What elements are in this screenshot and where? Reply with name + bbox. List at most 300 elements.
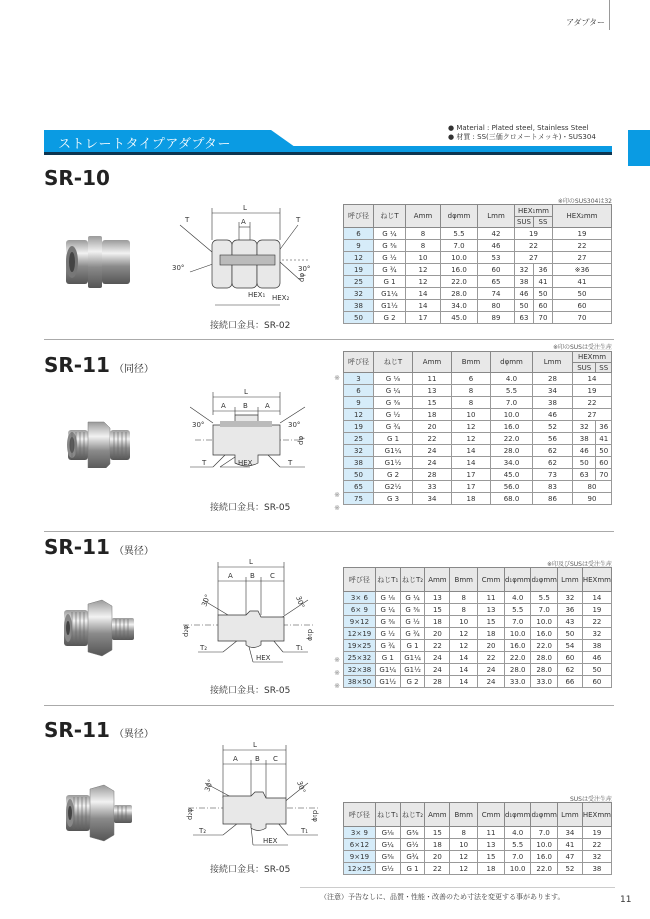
col-subheader: SUS	[573, 363, 596, 373]
col-header: d₁φmm	[504, 803, 531, 827]
table-row	[344, 827, 612, 839]
star-marker: ※	[334, 504, 340, 512]
dim-label-T2: T₂	[199, 827, 207, 835]
table-cell: G ½	[374, 252, 406, 264]
table-cell: G⅛	[375, 827, 400, 839]
col-subheader: SS	[534, 217, 553, 228]
table-cell: G1¼	[374, 445, 413, 457]
dim-label-L: L	[249, 558, 253, 566]
table-row	[344, 652, 612, 664]
table-cell: 4.0	[504, 592, 531, 604]
table-cell: 5.5	[441, 228, 478, 240]
star-marker: ※	[334, 656, 340, 664]
table-cell: 50	[515, 300, 534, 312]
col-header: ねじT	[374, 352, 413, 373]
table-cell: G 1	[374, 433, 413, 445]
col-subheader: SS	[596, 363, 612, 373]
table-cell: 28.0	[531, 652, 558, 664]
col-header: Amm	[425, 568, 450, 592]
table-cell: 12	[450, 628, 478, 640]
table-row	[344, 676, 612, 688]
table-cell: 28.0	[441, 288, 478, 300]
table-cell: 8	[406, 240, 441, 252]
table-cell: 90	[573, 493, 612, 505]
table-cell: 10	[450, 616, 478, 628]
table-cell: 14	[406, 300, 441, 312]
col-header: Bmm	[450, 568, 478, 592]
dim-label-d2: d₂φ	[182, 625, 190, 637]
table-cell: 41	[557, 839, 582, 851]
table-cell: 70	[534, 312, 553, 324]
star-marker	[333, 478, 341, 491]
table-cell: 9	[344, 397, 374, 409]
dim-label-T1: T₁	[296, 644, 304, 652]
dim-label-angle-right: 30°	[288, 421, 301, 429]
table-cell: 60	[478, 264, 515, 276]
table-row	[344, 851, 612, 863]
star-marker	[333, 643, 341, 656]
table-cell: 11	[478, 592, 505, 604]
table-cell: 7.0	[531, 827, 558, 839]
dim-label-angle-left: 30°	[203, 778, 216, 793]
table-cell: 56	[533, 433, 573, 445]
table-cell: 4.0	[504, 827, 531, 839]
star-marker	[333, 591, 341, 604]
banner-underline	[44, 152, 612, 155]
table-cell: 15	[425, 604, 450, 616]
table-cell: 19	[344, 264, 374, 276]
table-cell: 34.0	[491, 457, 533, 469]
table-cell: G ¼	[374, 228, 406, 240]
table-row	[344, 628, 612, 640]
table-cell: 22	[582, 839, 611, 851]
table-cell: 8	[450, 592, 478, 604]
table-cell: 19	[553, 228, 612, 240]
star-marker: ※	[334, 491, 340, 499]
spec-table-sr11-diff-1	[343, 567, 612, 688]
table-cell: 75	[344, 493, 374, 505]
table-cell: 12	[344, 252, 374, 264]
star-markers	[333, 591, 343, 695]
table-cell: 52	[533, 421, 573, 433]
table-cell: 5.5	[504, 839, 531, 851]
table-cell: G ¼	[375, 604, 400, 616]
table-row	[344, 228, 612, 240]
table-cell: 10.0	[504, 863, 531, 875]
table-cell: 63	[573, 469, 596, 481]
table-cell: 19	[582, 604, 611, 616]
table-cell: 18	[478, 863, 505, 875]
table-row	[344, 445, 612, 457]
table-cell: 20	[425, 851, 450, 863]
star-marker	[333, 387, 341, 400]
table-cell: 52	[557, 863, 582, 875]
dim-label-L: L	[253, 741, 257, 749]
section-title-sr11-same	[44, 353, 154, 377]
col-header: 呼び径	[344, 205, 374, 228]
table-cell: G ⅛	[375, 592, 400, 604]
table-cell: 8	[452, 397, 491, 409]
page-title: ストレートタイプアダプター	[58, 137, 232, 152]
table-cell: 32×38	[344, 664, 376, 676]
table-cell: G2½	[374, 481, 413, 493]
table-cell: 24	[413, 445, 452, 457]
star-marker	[333, 465, 341, 478]
section-title-sr10	[44, 166, 110, 190]
dim-label-T-left: T	[185, 216, 190, 224]
table-cell: 32	[582, 628, 611, 640]
table-cell: 20	[478, 640, 505, 652]
dim-label-angle-left: 30°	[200, 593, 213, 608]
table-cell: G1¼	[400, 652, 425, 664]
dim-label-angle-left: 30°	[192, 421, 205, 429]
table-cell: 10.0	[531, 616, 558, 628]
table-cell: 43	[557, 616, 582, 628]
table-cell: 50	[582, 664, 611, 676]
table-cell: 14	[573, 373, 612, 385]
col-header: Lmm	[557, 803, 582, 827]
table-cell: 22	[425, 640, 450, 652]
dim-label-L: L	[243, 204, 247, 212]
table-cell: 12	[406, 276, 441, 288]
table-cell: 28.0	[504, 664, 531, 676]
dim-label-B: B	[250, 572, 255, 580]
dim-label-angle-left: 30°	[172, 264, 185, 272]
table-cell: G ⅜	[374, 397, 413, 409]
table-row	[344, 385, 612, 397]
page-number: 11	[620, 895, 632, 905]
table-cell: G ⅜	[375, 616, 400, 628]
dim-label-hex: HEX	[256, 654, 271, 662]
dim-label-d1: d₁φ	[311, 810, 319, 822]
table-cell: 11	[413, 373, 452, 385]
table-cell: 34	[533, 385, 573, 397]
table-cell: 19	[515, 228, 553, 240]
table-cell: 22	[553, 240, 612, 252]
section-subtitle: （異径）	[113, 729, 154, 740]
table-cell: 13	[478, 604, 505, 616]
table-cell: 9×19	[344, 851, 376, 863]
dim-label-angle-right: 30°	[295, 779, 307, 795]
table-cell: G¾	[400, 851, 425, 863]
star-marker	[333, 426, 341, 439]
table-cell: 42	[478, 228, 515, 240]
table-cell: 6×12	[344, 839, 376, 851]
table-cell: 8	[450, 604, 478, 616]
table-cell: G ¾	[375, 640, 400, 652]
product-photo-sr11-diff-2	[64, 783, 144, 843]
table-cell: 19	[573, 385, 612, 397]
col-header: Bmm	[452, 352, 491, 373]
table-cell: G 3	[374, 493, 413, 505]
dim-label-A: A	[241, 218, 246, 226]
table-cell: 3× 6	[344, 592, 376, 604]
table-cell: 60	[557, 652, 582, 664]
table-cell: 9×12	[344, 616, 376, 628]
dim-label-T-right: T	[288, 459, 293, 467]
table-cell: 60	[553, 300, 612, 312]
dim-label-T-right: T	[296, 216, 301, 224]
dim-label-d2: d₂φ	[186, 808, 194, 820]
dim-label-angle-right: 30°	[298, 265, 310, 273]
table-cell: 83	[533, 481, 573, 493]
table-cell: 24	[478, 664, 505, 676]
col-header: Lmm	[478, 205, 515, 228]
table-cell: 50	[344, 312, 374, 324]
table-cell: G ⅜	[374, 240, 406, 252]
table-cell: 60	[596, 457, 612, 469]
dim-label-hex: HEX	[263, 837, 278, 845]
table-row	[344, 252, 612, 264]
col-header: ねじT₂	[400, 803, 425, 827]
dim-label-B: B	[255, 755, 260, 763]
dim-label-T2: T₂	[200, 644, 208, 652]
table-cell: G ¼	[374, 385, 413, 397]
table-cell: 50	[534, 288, 553, 300]
table-cell: 14	[582, 592, 611, 604]
table-cell: 8	[406, 228, 441, 240]
table-cell: 36	[557, 604, 582, 616]
star-marker	[333, 617, 341, 630]
col-header: HEX₁mm	[515, 205, 553, 217]
table-cell: 50	[573, 457, 596, 469]
table-cell: 14	[450, 676, 478, 688]
table-cell: 28	[425, 676, 450, 688]
col-header: HEX₂mm	[553, 205, 612, 228]
col-header: Amm	[406, 205, 441, 228]
table-cell: 33.0	[504, 676, 531, 688]
table-row	[344, 288, 612, 300]
table-cell: 6	[344, 385, 374, 397]
table-cell: 32	[582, 851, 611, 863]
table-row	[344, 433, 612, 445]
connection-fitting-caption: 接続口金具：SR-05	[210, 686, 291, 696]
dimension-diagram-sr11-same	[190, 385, 310, 485]
table-cell: 56.0	[491, 481, 533, 493]
table-cell: G½	[375, 863, 400, 875]
table-cell: 53	[478, 252, 515, 264]
table-cell: G1¼	[374, 288, 406, 300]
table-cell: 28.0	[531, 664, 558, 676]
table-row	[344, 664, 612, 676]
table-cell: G ½	[374, 409, 413, 421]
table-cell: 46	[533, 409, 573, 421]
table-cell: 18	[425, 839, 450, 851]
table-cell: G ¾	[374, 421, 413, 433]
table-cell: 7.0	[504, 616, 531, 628]
table-cell: 60	[534, 300, 553, 312]
table-cell: 22	[582, 616, 611, 628]
table-cell: G ½	[400, 616, 425, 628]
dimension-diagram-sr11-diff-2	[183, 738, 323, 853]
table-cell: 25	[344, 276, 374, 288]
table-cell: 10.0	[491, 409, 533, 421]
connection-fitting-caption: 接続口金具：SR-05	[210, 865, 291, 875]
table-cell: 17	[452, 481, 491, 493]
table-cell: 36	[596, 421, 612, 433]
table-cell: 22	[425, 863, 450, 875]
table-cell: 32	[515, 264, 534, 276]
col-header: d₂φmm	[531, 568, 558, 592]
col-header: ねじT₂	[400, 568, 425, 592]
table-cell: 6	[344, 228, 374, 240]
col-header: ねじT₁	[375, 568, 400, 592]
table-cell: 22.0	[531, 863, 558, 875]
col-header: Lmm	[533, 352, 573, 373]
table-cell: 22	[413, 433, 452, 445]
table-cell: 19	[582, 827, 611, 839]
header-divider	[609, 0, 610, 30]
table-cell: 46	[573, 445, 596, 457]
table-cell: G ½	[375, 628, 400, 640]
table-cell: G⅜	[375, 851, 400, 863]
col-header: 呼び径	[344, 352, 374, 373]
col-subheader: SUS	[515, 217, 534, 228]
table-cell: 66	[557, 676, 582, 688]
section-title-text: SR-11	[44, 353, 110, 377]
table-cell: 15	[478, 851, 505, 863]
table-cell: 32	[557, 592, 582, 604]
table-cell: 24	[425, 664, 450, 676]
spec-table-sr11-same	[343, 351, 612, 505]
table-row	[344, 616, 612, 628]
table-cell: 32	[344, 445, 374, 457]
table-cell: 16.0	[491, 421, 533, 433]
table-cell: 50	[553, 288, 612, 300]
table-note: ※印及びSUSは受注生産	[546, 561, 612, 568]
star-marker: ※	[334, 374, 340, 382]
table-cell: 12	[450, 640, 478, 652]
table-row	[344, 604, 612, 616]
table-row	[344, 397, 612, 409]
table-cell: 18	[452, 493, 491, 505]
table-cell: G⅜	[400, 827, 425, 839]
section-title-text: SR-11	[44, 718, 110, 742]
table-row	[344, 312, 612, 324]
table-cell: 38	[582, 863, 611, 875]
table-cell: 16.0	[504, 640, 531, 652]
table-cell: 38	[344, 300, 374, 312]
material-jp: ● 材質 : SS(三価クロメートメッキ)・SUS304	[448, 133, 596, 141]
table-cell: 17	[452, 469, 491, 481]
star-marker: ※	[334, 669, 340, 677]
table-cell: 11	[478, 827, 505, 839]
col-header: HEXmm	[582, 568, 611, 592]
table-row	[344, 493, 612, 505]
table-cell: 19	[344, 421, 374, 433]
table-cell: 25	[344, 433, 374, 445]
dim-label-A-right: A	[265, 402, 270, 410]
table-cell: 14	[406, 288, 441, 300]
table-row	[344, 457, 612, 469]
section-title-text: SR-11	[44, 535, 110, 559]
table-cell: 20	[425, 628, 450, 640]
table-cell: 41	[596, 433, 612, 445]
dim-label-A-left: A	[221, 402, 226, 410]
table-cell: G¼	[375, 839, 400, 851]
table-cell: 10.0	[531, 839, 558, 851]
table-cell: 28	[533, 373, 573, 385]
table-cell: 28	[413, 469, 452, 481]
table-cell: 7.0	[504, 851, 531, 863]
table-cell: 12×25	[344, 863, 376, 875]
connection-fitting-caption: 接続口金具：SR-02	[210, 321, 291, 331]
table-row	[344, 264, 612, 276]
table-cell: G ¾	[400, 628, 425, 640]
star-marker	[333, 413, 341, 426]
col-header: Amm	[425, 803, 450, 827]
table-cell: 12×19	[344, 628, 376, 640]
col-header: dφmm	[441, 205, 478, 228]
dim-label-angle-right: 30°	[294, 594, 306, 610]
table-cell: G 2	[374, 469, 413, 481]
table-cell: 10	[452, 409, 491, 421]
dim-label-d: dφ	[298, 272, 306, 282]
table-cell: 45.0	[491, 469, 533, 481]
table-row	[344, 640, 612, 652]
table-cell: 38	[573, 433, 596, 445]
table-cell: 41	[553, 276, 612, 288]
product-photo-sr10	[64, 232, 134, 292]
table-cell: 12	[452, 433, 491, 445]
table-cell: G 2	[374, 312, 406, 324]
table-cell: G 1	[400, 640, 425, 652]
col-header: Lmm	[557, 568, 582, 592]
col-header: ねじT	[374, 205, 406, 228]
table-row	[344, 481, 612, 493]
dim-label-d1: d₁φ	[306, 629, 314, 641]
table-cell: 24	[425, 652, 450, 664]
table-cell: 12	[406, 264, 441, 276]
table-cell: 70	[596, 469, 612, 481]
col-header: dφmm	[491, 352, 533, 373]
table-cell: 13	[478, 839, 505, 851]
table-cell: 45.0	[441, 312, 478, 324]
table-cell: 62	[533, 445, 573, 457]
table-cell: 34	[557, 827, 582, 839]
table-cell: 22	[515, 240, 553, 252]
table-cell: 47	[557, 851, 582, 863]
dim-label-hex2: HEX₂	[272, 294, 290, 302]
table-cell: 16.0	[531, 628, 558, 640]
dim-label-C: C	[273, 755, 278, 763]
table-note: ※印のSUS304は32	[557, 198, 612, 205]
table-cell: 34.0	[441, 300, 478, 312]
table-cell: G ¾	[374, 264, 406, 276]
spec-table-sr11-diff-2	[343, 802, 612, 875]
table-cell: 27	[553, 252, 612, 264]
table-cell: 20	[413, 421, 452, 433]
table-cell: 38	[582, 640, 611, 652]
star-marker	[333, 630, 341, 643]
table-cell: 27	[573, 409, 612, 421]
table-cell: G ¼	[400, 592, 425, 604]
table-cell: 33	[413, 481, 452, 493]
table-cell: 16.0	[531, 851, 558, 863]
table-cell: 22	[573, 397, 612, 409]
col-header: d₂φmm	[531, 803, 558, 827]
table-cell: 38	[515, 276, 534, 288]
table-cell: G 1	[400, 863, 425, 875]
table-cell: 14	[450, 652, 478, 664]
table-cell: 22.0	[504, 652, 531, 664]
dimension-diagram-sr10	[170, 200, 310, 310]
table-note: SUSは受注生産	[569, 796, 612, 803]
section-divider	[44, 705, 614, 706]
table-cell: 27	[515, 252, 553, 264]
table-cell: 5.5	[491, 385, 533, 397]
table-cell: 34	[413, 493, 452, 505]
